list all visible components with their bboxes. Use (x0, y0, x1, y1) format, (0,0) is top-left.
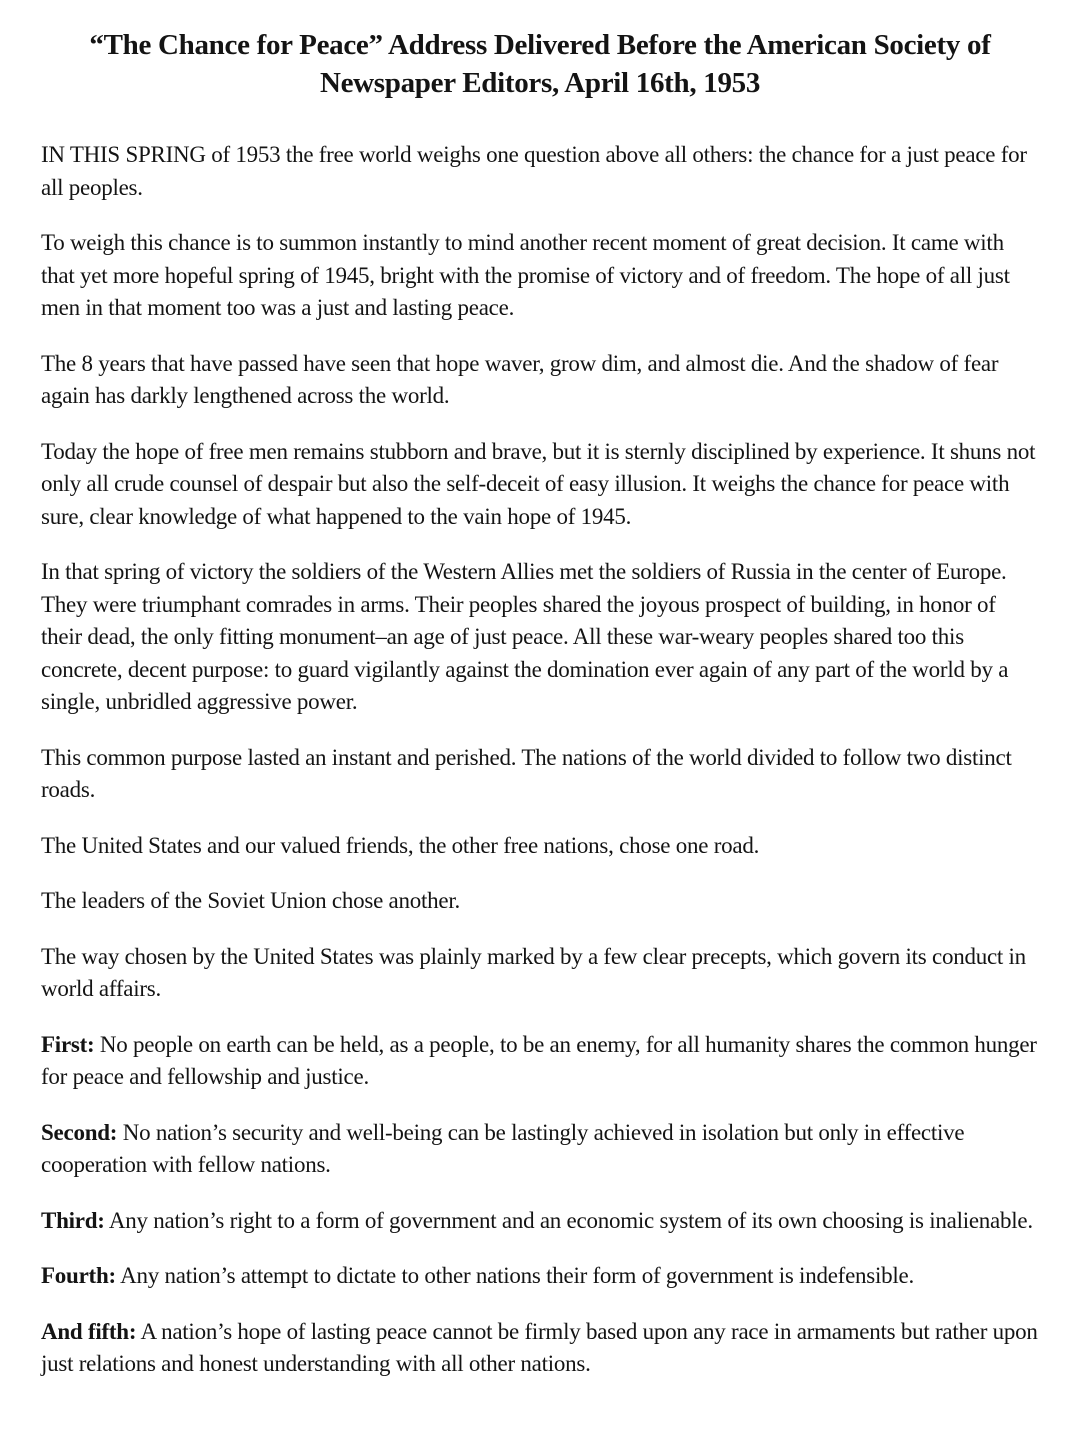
precept-text: Any nation’s right to a form of government and an economic system of its own choosing is inalienable. (104, 1207, 1033, 1233)
precept-third (41, 1205, 1041, 1238)
precept-lead: Second: (41, 1119, 118, 1145)
paragraph: Today the hope of free men remains stubborn and brave, but it is sternly disciplined by experience. It shuns not only all crude counsel of despair but also the self-deceit of easy illusion. It weighs the chance for peace with sure, clear knowledge of what happened to the vain hope of 1945. (41, 438, 1036, 529)
precept-text: Any nation’s attempt to dictate to other nations their form of government is indefensible. (115, 1263, 914, 1288)
precept-first (41, 1029, 1041, 1094)
paragraph: IN THIS SPRING of 1953 the free world weighs one question above all others: the chance for a just peace for all peoples. (41, 142, 1027, 200)
precept-lead: Fourth: (41, 1263, 116, 1288)
paragraph: This common purpose lasted an instant and perished. The nations of the world divided to follow two distinct roads. (41, 744, 1012, 802)
precept-lead: First: (41, 1031, 95, 1057)
precept-fourth (41, 1260, 1041, 1293)
paragraph: The way chosen by the United States was plainly marked by a few clear precepts, which govern its conduct in world affairs. (41, 943, 1026, 1001)
precept-text: No people on earth can be held, as a people, to be an enemy, for all humanity shares the common hunger for peace and fellowship and justice. (41, 1031, 1037, 1089)
document-body (41, 139, 1041, 1404)
paragraph: The United States and our valued friends, the other free nations, chose one road. (41, 832, 760, 858)
paragraph: The leaders of the Soviet Union chose another. (41, 888, 460, 913)
document-title: “The Chance for Peace” Address Delivered Before the American Society of Newspaper Editors, April 16th, 1953 (89, 29, 991, 99)
precept-lead: Third: (41, 1207, 105, 1233)
precept-lead: And fifth: (41, 1318, 137, 1344)
paragraph: In that spring of victory the soldiers of the Western Allies met the soldiers of Russia in the center of Europe. They were triumphant comrades in arms. Their peoples shared the joyous prospect of building, in honor of their dead, the only fitting monument–an age of just peace. All these war-weary peoples shared too this concrete, decent purpose: to guard vigilantly against the domination ever again of any part of the world by a single, unbridled aggressive power. (41, 559, 1009, 714)
precept-second (41, 1117, 1041, 1182)
paragraph: To weigh this chance is to summon instantly to mind another recent moment of great decision. It came with that yet more hopeful spring of 1945, bright with the promise of victory and of freedom. The hope of all just men in that moment too was a just and lasting peace. (41, 230, 1010, 320)
precept-text: No nation’s security and well-being can be lastingly achieved in isolation but only in effective cooperation with fellow nations. (41, 1119, 965, 1177)
paragraph: The 8 years that have passed have seen that hope waver, grow dim, and almost die. And the shadow of fear again has darkly lengthened across the world. (41, 350, 999, 408)
precept-text: A nation’s hope of lasting peace cannot be firmly based upon any race in armaments but rather upon just relations and honest understanding with all other nations. (41, 1318, 1038, 1376)
precept-fifth (41, 1316, 1041, 1381)
